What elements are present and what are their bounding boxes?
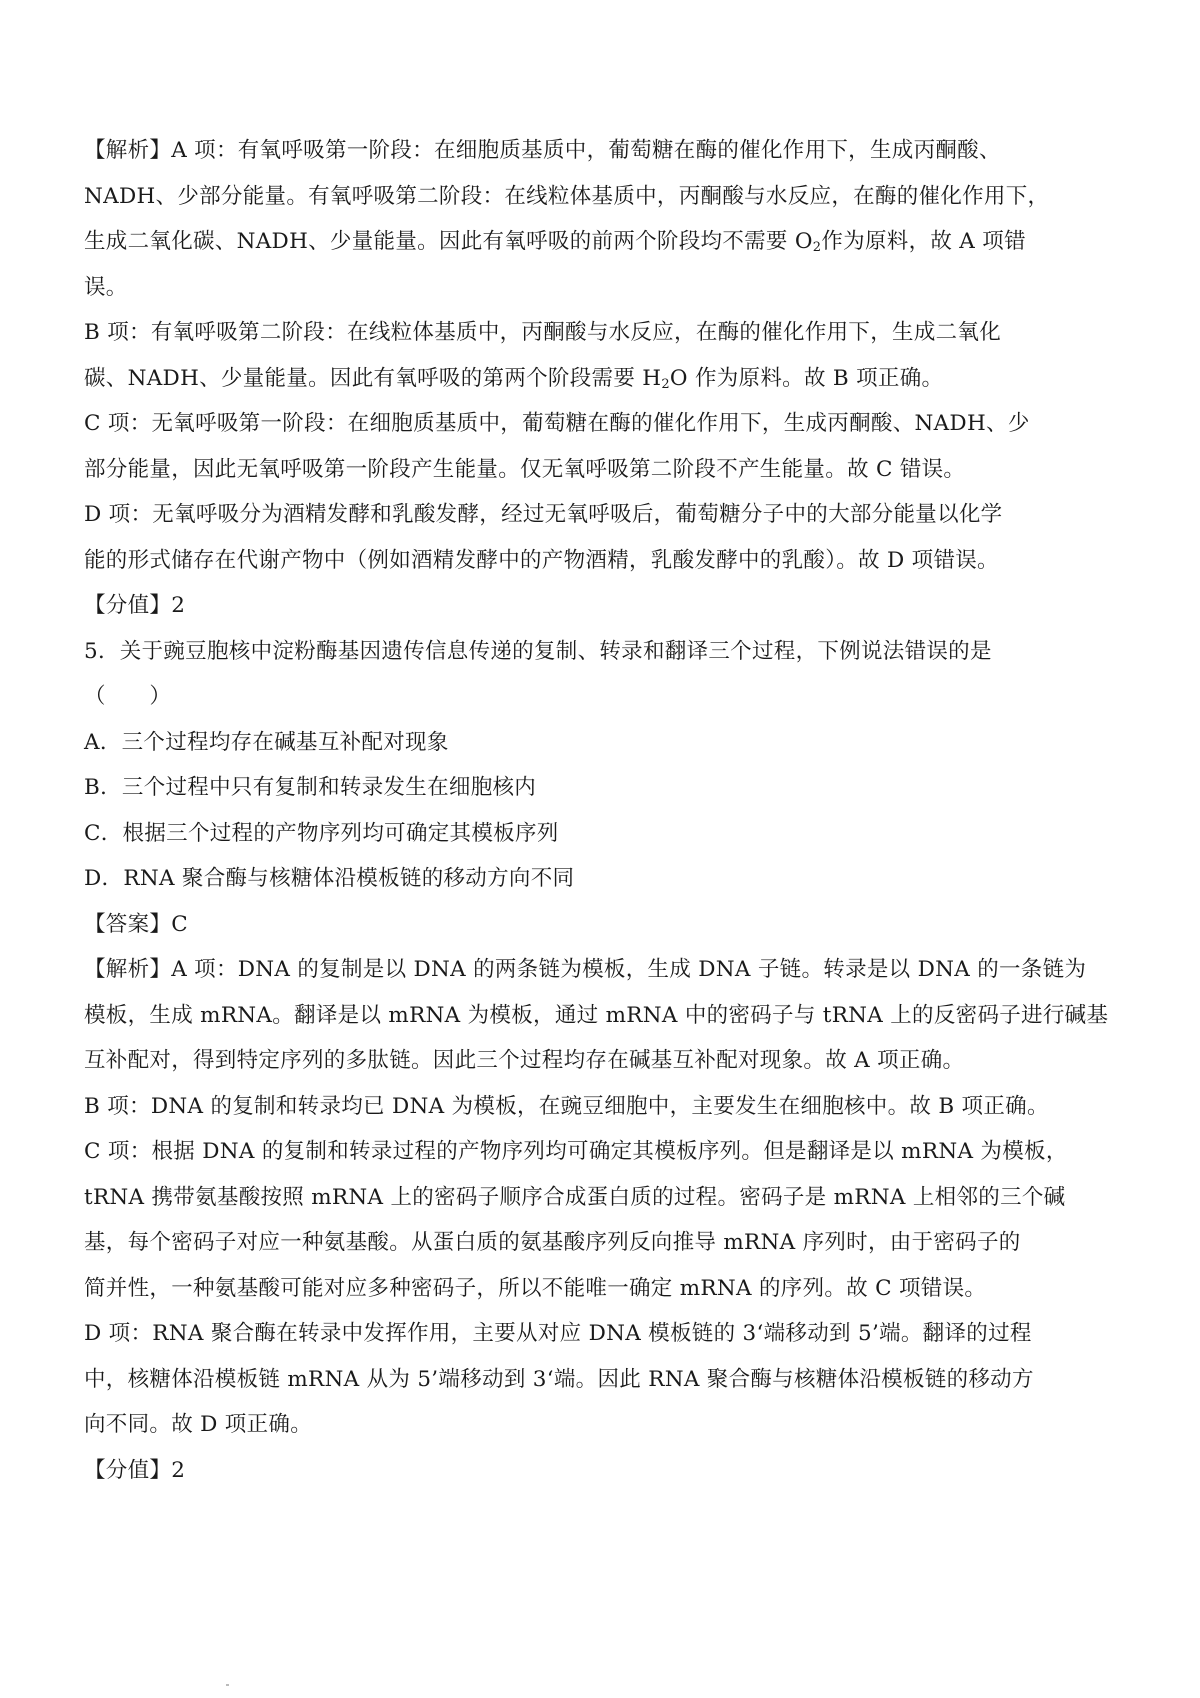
text-segment: 作为原料，故 A 项错 [821,229,1026,254]
text-segment: 碳、NADH、少量能量。因此有氧呼吸的第两个阶段需要 H [84,365,662,391]
question-5-option-a: A．三个过程均存在碱基互补配对现象 [84,729,449,755]
option-c-analysis-line-2: 部分能量，因此无氧呼吸第一阶段产生能量。仅无氧呼吸第二阶段不产生能量。故 C 错误。 [84,456,966,482]
analysis-line-4: 误。 [84,274,128,300]
question-5-stem: 5．关于豌豆胞核中淀粉酶基因遗传信息传递的复制、转录和翻译三个过程，下例说法错误的是 [84,638,992,664]
analysis-line-2: NADH、少部分能量。有氧呼吸第二阶段：在线粒体基质中，丙酮酸与水反应，在酶的催化作用下， [84,183,1050,209]
q5-option-c-analysis-line-1: C 项：根据 DNA 的复制和转录过程的产物序列均可确定其模板序列。但是翻译是以 mRNA 为模板， [84,1139,1068,1164]
document-page [84,128,1124,1493]
option-d-analysis-line-2: 能的形式储存在代谢产物中（例如酒精发酵中的产物酒精，乳酸发酵中的乳酸）。故 D 项错误。 [84,547,999,573]
subscript: 2 [661,376,670,392]
text-segment: O 作为原料。故 B 项正确。 [669,365,944,391]
q5-option-d-analysis-line-2: 中，核糖体沿模板链 mRNA 从为 5’端移动到 3‘端。因此 RNA 聚合酶与核糖体沿模板链的移动方 [84,1366,1034,1392]
text-segment: 生成二氧化碳、NADH、少量能量。因此有氧呼吸的前两个阶段均不需要 O [84,229,813,254]
question-5-blank: （ ） [84,684,172,709]
option-c-analysis-line-1: C 项：无氧呼吸第一阶段：在细胞质基质中，葡萄糖在酶的催化作用下，生成丙酮酸、NADH、少 [84,411,1030,436]
option-d-analysis-line-1: D 项：无氧呼吸分为酒精发酵和乳酸发酵，经过无氧呼吸后，葡萄糖分子中的大部分能量以化学 [84,502,1003,527]
option-b-analysis-line-2 [84,356,1124,402]
score-label: 【分值】2 [84,593,186,618]
q5-option-c-analysis-line-3: 基，每个密码子对应一种氨基酸。从蛋白质的氨基酸序列反向推导 mRNA 序列时，由于密码子的 [84,1230,1021,1255]
q5-analysis-line-1: 【解析】A 项：DNA 的复制是以 DNA 的两条链为模板，生成 DNA 子链。转录是以 DNA 的一条链为 [84,957,1087,982]
q5-option-c-analysis-line-2: tRNA 携带氨基酸按照 mRNA 上的密码子顺序合成蛋白质的过程。密码子是 mRNA 上相邻的三个碱 [84,1184,1066,1210]
page-mark [226,1684,229,1686]
question-5-option-d: D．RNA 聚合酶与核糖体沿模板链的移动方向不同 [84,866,575,891]
q5-analysis-line-3: 互补配对，得到特定序列的多肽链。因此三个过程均存在碱基互补配对现象。故 A 项正确。 [84,1048,965,1073]
question-5-option-c: C．根据三个过程的产物序列均可确定其模板序列 [84,820,559,846]
question-5-option-b: B．三个过程中只有复制和转录发生在细胞核内 [84,775,537,800]
analysis-line-1: 【解析】A 项：有氧呼吸第一阶段：在细胞质基质中，葡萄糖在酶的催化作用下，生成丙酮酸、 [84,138,1001,163]
q5-option-c-analysis-line-4: 简并性，一种氨基酸可能对应多种密码子，所以不能唯一确定 mRNA 的序列。故 C 项错误。 [84,1275,987,1301]
q5-option-b-analysis: B 项：DNA 的复制和转录均已 DNA 为模板，在豌豆细胞中，主要发生在细胞核中。故 B 项正确。 [84,1093,1049,1119]
answer-label: 【答案】C [84,911,188,937]
subscript: 2 [812,240,822,255]
option-b-analysis-line-1: B 项：有氧呼吸第二阶段：在线粒体基质中，丙酮酸与水反应，在酶的催化作用下，生成二氧化 [84,320,1002,345]
q5-option-d-analysis-line-1: D 项：RNA 聚合酶在转录中发挥作用，主要从对应 DNA 模板链的 3‘端移动到 5’端。翻译的过程 [84,1321,1032,1346]
score-label: 【分值】2 [84,1457,186,1483]
analysis-line-3 [84,219,1124,265]
q5-analysis-line-2: 模板，生成 mRNA。翻译是以 mRNA 为模板，通过 mRNA 中的密码子与 tRNA 上的反密码子进行碱基 [84,1002,1109,1028]
q5-option-d-analysis-line-3: 向不同。故 D 项正确。 [84,1412,313,1437]
